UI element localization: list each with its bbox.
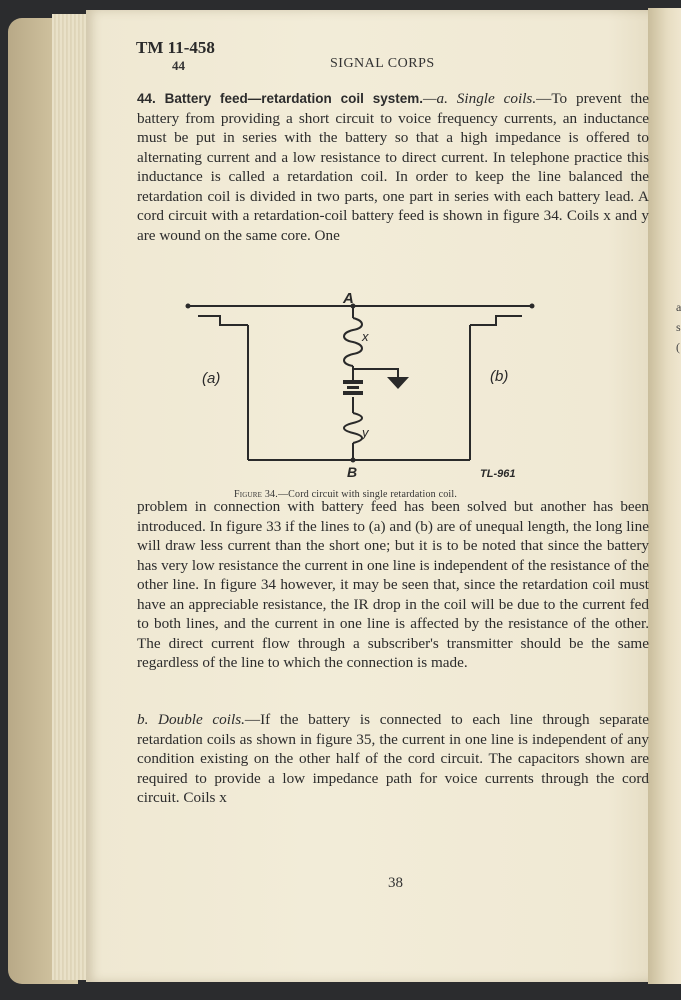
subsection-b-paragraph (137, 710, 649, 808)
continuation-paragraph: problem in connection with battery feed has been solved but another has been introduced. In figure 33 if the lines to (a) and (b) are of unequal length, the long line will draw less current than the short one; but it is to be noted that since the battery has very low resistance the current in one line is independent of the resistance of the other line. In figure 34 however, it may be seen that, since the retardation coil must have an appreciable resistance, the IR drop in the coil will be due to the current fed to both lines, and the current in one line is affected by the resistance of the other. The direct current flow through a subscriber's transmitter should be the same regardless of the line to which the connection is made. (137, 498, 649, 671)
coil-x (344, 318, 362, 366)
running-title: SIGNAL CORPS (330, 56, 435, 71)
junction-right (530, 304, 535, 309)
subsection-a-text: —To prevent the battery from providing a short circuit to voice frequency currents, an inductance must be put in series with the battery so that a high impedance is offered to alternating current and a low resistance to direct current. In telephone practice this inductance is called a retardation coil. In order to keep the line balanced the retardation coil is divided in two parts, one part in series with each battery lead. A cord circuit with a retardation-coil battery feed is shown in figure 34. Coils x and y are wound on the same core. One (137, 90, 649, 244)
document-id: TM 11-458 (136, 38, 215, 57)
label-coil-y: y (362, 425, 369, 440)
label-line-b: (b) (490, 368, 509, 385)
margin-fragment: a (676, 300, 681, 314)
section-title: Battery feed—retardation coil system. (164, 91, 424, 106)
figure-code: TL-961 (480, 468, 516, 480)
section-number: 44. (137, 91, 156, 106)
label-a-node: A (343, 290, 354, 307)
margin-fragment: s (676, 320, 681, 334)
figure-34-diagram (180, 285, 550, 485)
battery-plate-2 (347, 386, 359, 389)
ground-symbol (387, 377, 409, 389)
margin-fragment: ( (676, 340, 680, 354)
left-plug-lead (198, 316, 248, 325)
label-coil-x: x (362, 329, 369, 344)
next-page-strip (648, 8, 681, 984)
battery-plate-3 (343, 391, 363, 395)
coil-y (344, 413, 362, 443)
battery-plate-1 (343, 380, 363, 384)
figure-number: Figure 34. (234, 489, 278, 500)
subsection-b-label: b. Double coils. (137, 711, 245, 728)
section-44-paragraph (137, 89, 649, 245)
header-page-number: 44 (172, 58, 185, 73)
label-line-a: (a) (202, 370, 221, 387)
subsection-a-label: —a. Single coils. (423, 90, 537, 107)
right-plug-lead (470, 316, 522, 325)
junction-left (186, 304, 191, 309)
junction-b (351, 458, 356, 463)
subsection-b-text: —If the battery is connected to each line through separate retardation coils as shown in figure 35, the current in one line is independent of any condition existing on the other half of the cord circuit. The capacitors shown are required to provide a low impedance path for voice currents through the cord circuit. Coils x (137, 711, 649, 806)
page-folio: 38 (388, 875, 403, 891)
ground-lead (353, 369, 398, 377)
label-b-node: B (347, 464, 358, 480)
figure-caption-text: —Cord circuit with single retardation coil. (277, 489, 458, 500)
